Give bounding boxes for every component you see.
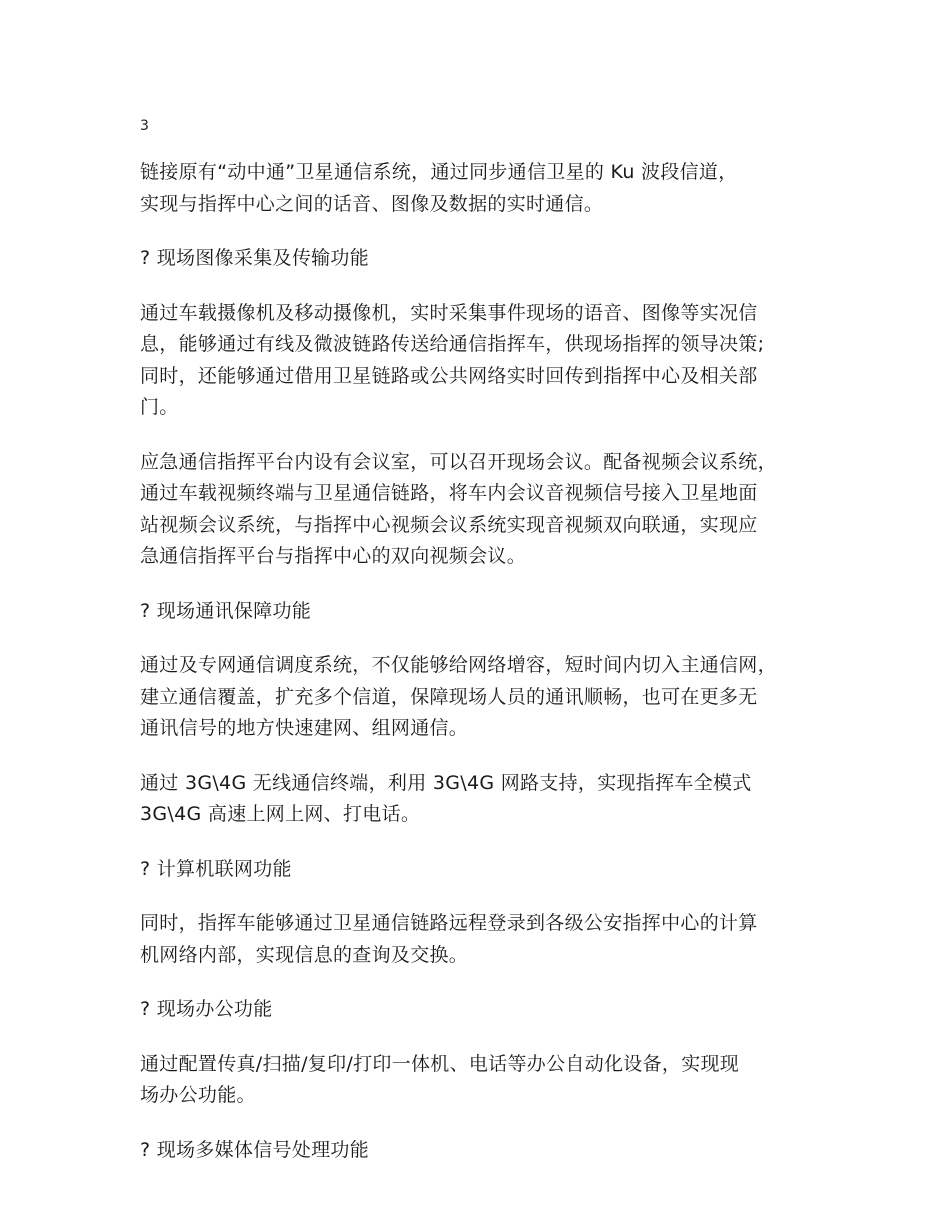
section-heading: ? 现场通讯保障功能 bbox=[140, 599, 312, 622]
paragraph bbox=[140, 650, 840, 745]
paragraph-line: 门。 bbox=[140, 396, 179, 418]
paragraph-line: 通过 3G\4G 无线通信终端，利用 3G\4G 网路支持，实现指挥车全模式 bbox=[140, 771, 752, 794]
paragraph-line: 同时，还能够通过借用卫星链路或公共网络实时回传到指挥中心及相关部 bbox=[140, 364, 758, 387]
paragraph-line: 息，能够通过有线及微波链路传送给通信指挥车，供现场指挥的领导决策; bbox=[140, 333, 765, 355]
paragraph bbox=[140, 447, 840, 573]
paragraph-line: 应急通信指挥平台内设有会议室，可以召开现场会议。配备视频会议系统， bbox=[140, 450, 777, 473]
paragraph-line: 通过车载摄像机及移动摄像机，实时采集事件现场的语音、图像等实况信 bbox=[140, 301, 758, 324]
document-body bbox=[140, 157, 840, 1189]
page-number: 3 bbox=[140, 118, 149, 134]
paragraph bbox=[140, 908, 840, 971]
paragraph bbox=[140, 298, 840, 424]
paragraph-line: 同时，指挥车能够通过卫星通信链路远程登录到各级公安指挥中心的计算 bbox=[140, 912, 758, 934]
paragraph bbox=[140, 157, 840, 220]
paragraph-line: 站视频会议系统，与指挥中心视频会议系统实现音视频双向联通，实现应 bbox=[140, 513, 758, 536]
paragraph-line: 3G\4G 高速上网上网、打电话。 bbox=[140, 803, 421, 825]
section-heading: ? 计算机联网功能 bbox=[140, 857, 292, 880]
paragraph-line: 实现与指挥中心之间的话音、图像及数据的实时通信。 bbox=[140, 192, 604, 215]
paragraph-line: 建立通信覆盖，扩充多个信道，保障现场人员的通讯顺畅，也可在更多无 bbox=[140, 685, 758, 708]
paragraph-line: 通过车载视频终端与卫星通信链路，将车内会议音视频信号接入卫星地面 bbox=[140, 482, 758, 504]
paragraph bbox=[140, 768, 840, 831]
paragraph-line: 通讯信号的地方快速建网、组网通信。 bbox=[140, 717, 469, 739]
section-heading: ? 现场多媒体信号处理功能 bbox=[140, 1138, 370, 1161]
paragraph-line: 通过配置传真/扫描/复印/打印一体机、电话等办公自动化设备，实现现 bbox=[140, 1052, 740, 1075]
paragraph-line: 链接原有“动中通”卫星通信系统，通过同步通信卫星的 Ku 波段信道， bbox=[140, 161, 738, 183]
section-heading: ? 现场图像采集及传输功能 bbox=[140, 247, 370, 269]
paragraph-line: 急通信指挥平台与指挥中心的双向视频会议。 bbox=[140, 545, 527, 567]
paragraph bbox=[140, 1049, 840, 1112]
paragraph-line: 机网络内部，实现信息的查询及交换。 bbox=[140, 943, 469, 966]
section-heading: ? 现场办公功能 bbox=[140, 998, 273, 1020]
paragraph-line: 通过及专网通信调度系统，不仅能够给网络增容，短时间内切入主通信网， bbox=[140, 654, 777, 676]
paragraph-line: 场办公功能。 bbox=[140, 1084, 256, 1106]
